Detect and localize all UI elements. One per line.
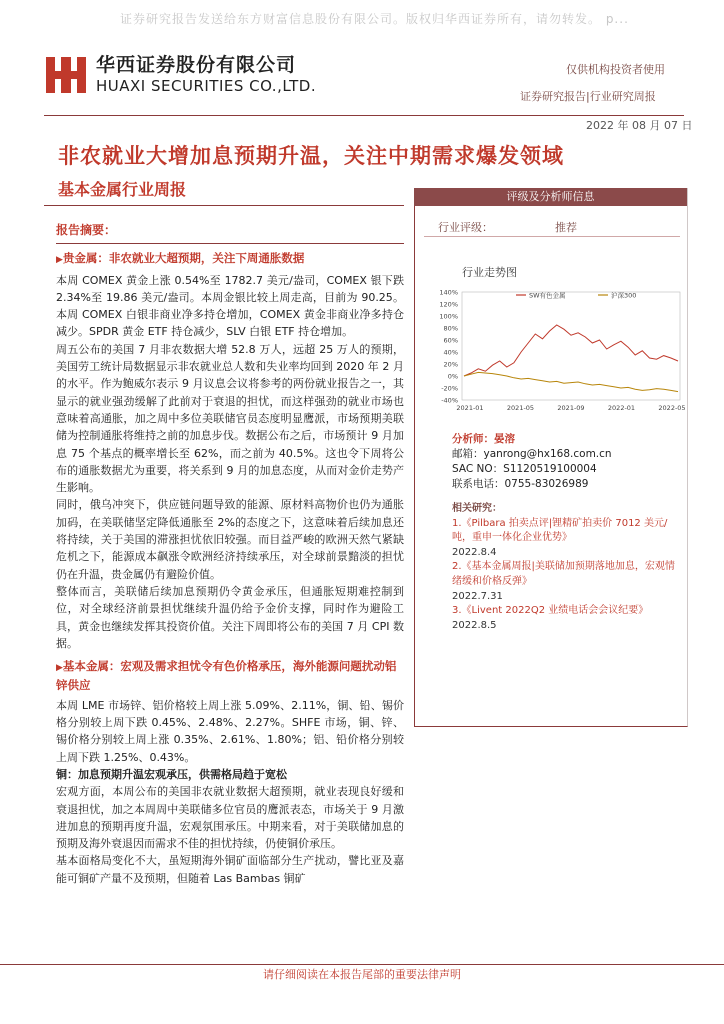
audience-note: 仅供机构投资者使用 — [566, 63, 665, 76]
y-tick-label: 100% — [439, 312, 458, 321]
analyst-info — [452, 432, 612, 492]
arrow-icon: ▶ — [56, 255, 63, 266]
watermark-text: 证券研究报告发送给东方财富信息股份有限公司。版权归华西证券所有，请勿转发。 p... — [120, 12, 629, 26]
paragraph: 基本面格局变化不大，虽短期海外铜矿面临部分生产扰动，譬比亚及嘉能可铜矿产量不及预期，但随着 Las Bambas 铜矿 — [56, 854, 404, 885]
related-research — [452, 502, 680, 633]
rating-value: 推荐 — [555, 221, 577, 234]
series-line-1 — [464, 372, 678, 391]
subsection-heading-copper: 铜：加息预期升温宏观承压，供需格局趋于宽松 — [56, 767, 287, 781]
paragraph: 整体而言，美联储后续加息预期仍令黄金承压，但通胀短期难控制到位，对全球经济前景担忧继续升温仍给予金价支撑，同时作为避险工具，黄金也继续发挥其投资价值。关注下周即将公布的美国 7 月 CPI 数据。 — [56, 584, 404, 650]
related-date: 2022.8.5 — [452, 619, 497, 631]
x-tick-label: 2021-09 — [557, 404, 585, 412]
x-tick-label: 2022-05 — [658, 404, 686, 412]
analyst-name: 晏溶 — [494, 433, 515, 445]
summary-column — [56, 222, 404, 887]
industry-trend-chart — [424, 282, 686, 416]
series-line-0 — [464, 325, 678, 376]
related-item[interactable]: 3.《Livent 2022Q2 业绩电话会会议纪要》 — [452, 605, 649, 617]
analyst-email[interactable]: yanrong@hx168.com.cn — [483, 448, 612, 460]
phone-label: 联系电话： — [452, 478, 505, 490]
y-tick-label: 140% — [439, 288, 458, 297]
y-tick-label: 20% — [443, 360, 458, 369]
side-panel-header: 评级及分析师信息 — [414, 188, 687, 206]
report-category: 证券研究报告|行业研究周报 — [520, 90, 656, 103]
report-subtitle: 基本金属行业周报 — [58, 180, 187, 199]
related-date: 2022.8.4 — [452, 546, 497, 558]
x-tick-label: 2022-01 — [607, 404, 636, 412]
x-tick-label: 2021-01 — [456, 404, 484, 412]
company-name-en: HUAXI SECURITIES CO.,LTD. — [96, 77, 317, 95]
title-divider — [44, 205, 404, 206]
related-date: 2022.7.31 — [452, 590, 503, 602]
legend-label-1: 沪深300 — [611, 291, 637, 300]
paragraph: 本周 LME 市场锌、铝价格较上周上涨 5.09%、2.11%，铜、铅、锡价格分别较上周下跌 0.45%、2.48%、2.27%。SHFE 市场，铜、锌、锡价格分别较上周上涨 0.35%、2.61%、1.80%；铝、铅价格分别较上周下跌 1.25%、0.43%。 — [56, 698, 404, 764]
paragraph: 同时，俄乌冲突下，供应链问题导致的能源、原材料高物价也仍为通胀加码，在美联储坚定降低通胀至 2%的态度之下，这意味着后续加息还将持续，关于美国的滞涨担忧依旧较强。而目益严峻的欧洲天然气紧缺危机之下，能源成本飙涨令欧洲经济持续承压，对全球前景黯淡的担忧仍在升温，贵金属仍有避险价值。 — [56, 498, 404, 581]
header-divider — [44, 115, 684, 116]
chart-title: 行业走势图 — [462, 266, 517, 279]
y-tick-label: -20% — [441, 384, 458, 393]
section-heading-precious-metals: ▶贵金属：非农就业大超预期，关注下周通胀数据 — [56, 251, 305, 266]
analyst-sac: S1120519100004 — [503, 463, 597, 475]
related-item[interactable]: 2.《基本金属周报|美联储加预期落地加息，宏观情绪缓和价格反弹》 — [452, 561, 675, 587]
rating-label: 行业评级： — [438, 221, 493, 234]
y-tick-label: 40% — [443, 348, 458, 357]
summary-title: 报告摘要： — [56, 223, 117, 237]
footer-divider — [0, 964, 724, 965]
paragraph: 本周 COMEX 黄金上涨 0.54%至 1782.7 美元/盎司，COMEX 银下跌 2.34%至 19.86 美元/盎司。本周金银比较上周走高，目前为 90.25。本周 COMEX 白银非商业净多持仓增加，COMEX 黄金非商业净多持仓减少。SPDR 黄金 ETF 持仓减少，SLV 白银 ETF 持仓增加。 — [56, 273, 404, 339]
section-heading-base-metals: ▶基本金属：宏观及需求担忧令有色价格承压，海外能源问题扰动铝锌供应 — [56, 659, 397, 693]
email-label: 邮箱： — [452, 448, 484, 460]
analyst-label: 分析师： — [452, 433, 494, 445]
paragraph: 宏观方面，本周公布的美国非农就业数据大超预期，就业表现良好缓和衰退担忧，加之本周周中美联储多位官员的鹰派表态，市场关于 9 月激进加息的预期再度升温，宏观氛围承压。中期来看，对于美联储加息的预期及海外衰退因而需求不佳的担忧持续，仍使铜价承压。 — [56, 785, 404, 851]
report-date: 2022 年 08 月 07 日 — [586, 119, 693, 132]
analyst-phone: 0755-83026989 — [504, 478, 589, 490]
summary-divider — [56, 243, 404, 244]
sac-label: SAC NO： — [452, 463, 504, 475]
huaxi-logo-icon — [44, 53, 88, 97]
related-item[interactable]: 1.《Pilbara 拍卖点评|锂精矿拍卖价 7012 美元/吨，重申一体化企业优势》 — [452, 517, 668, 544]
x-tick-label: 2021-05 — [506, 404, 535, 412]
related-label: 相关研究： — [452, 503, 502, 514]
rating-divider — [424, 236, 680, 237]
y-tick-label: 60% — [443, 336, 458, 345]
arrow-icon: ▶ — [56, 663, 63, 674]
y-tick-label: 120% — [439, 300, 458, 309]
report-title: 非农就业大增加息预期升温，关注中期需求爆发领域 — [58, 144, 564, 168]
footer-disclaimer: 请仔细阅读在本报告尾部的重要法律声明 — [263, 968, 461, 981]
company-name-cn: 华西证券股份有限公司 — [96, 54, 297, 76]
y-tick-label: 0% — [447, 372, 458, 381]
legend-label-0: SW有色金属 — [529, 291, 566, 300]
y-tick-label: 80% — [443, 324, 458, 333]
paragraph: 周五公布的美国 7 月非农数据大增 52.8 万人，远超 25 万人的预期，美国劳工统计局数据显示非农就业总人数和失业率均回到 2020 年 2 月的水平。作为鲍威尔表示 9 月议息会议将参考的两份就业报告之一，其显示的就业强劲缓解了此前对于衰退的担忧，而这样强劲的就业市场也意味着高通胀，加之周中多位美联储官员态度明显鹰派，市场预期美联储为控制通胀将维持之前的加息步伐。数据公布之后，市场预计 9 月加息 75 个基点的概率增长至 62%，而之前为 40.5%。这也令下周将公布的通胀数据尤为重要，将关系到 9 月的加息态度，从而对金价走势产生影响。 — [56, 342, 404, 495]
y-tick-label: -40% — [441, 396, 458, 405]
chart-plot-frame — [462, 292, 680, 400]
